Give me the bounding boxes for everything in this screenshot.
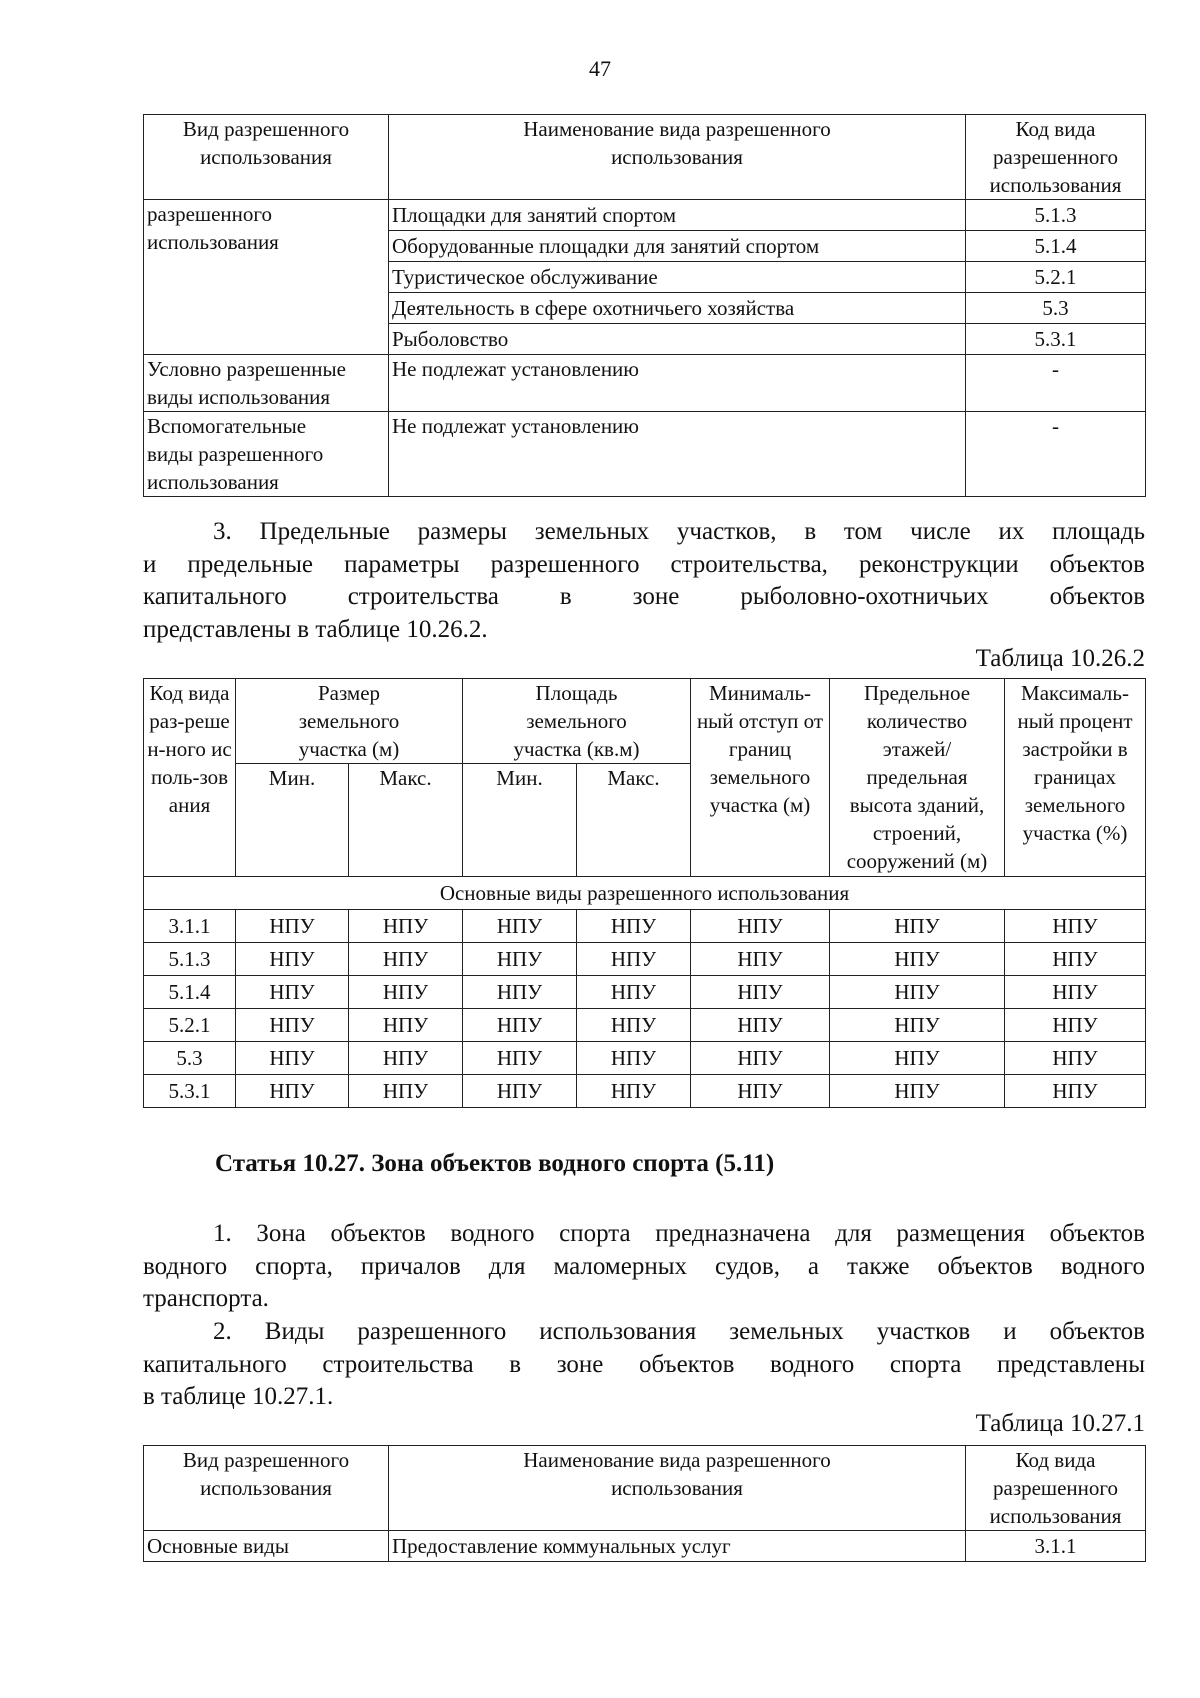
section-label: Основные виды разрешенного использования — [144, 877, 1146, 910]
paragraph-1 — [143, 1218, 1145, 1316]
table-header-row — [144, 1446, 1146, 1531]
header-min-offset: Минималь-ный отступ от границ земельного участка (м) — [691, 679, 830, 877]
conditional-code: - — [966, 355, 1146, 412]
value-area-max: НПУ — [577, 1075, 691, 1108]
value-floors-height: НПУ — [830, 1042, 1005, 1075]
paragraph-line: 1. Зона объектов водного спорта предназначена для размещения объектов — [213, 1220, 1145, 1247]
use-kind: Основные виды — [144, 1531, 389, 1562]
value-area-min: НПУ — [463, 976, 577, 1009]
value-min-offset: НПУ — [691, 943, 830, 976]
use-name: Площадки для занятий спортом — [389, 200, 966, 231]
paragraph-2 — [143, 1316, 1145, 1414]
header-area-max: Макс. — [577, 764, 691, 877]
use-code: 5.1.3 — [966, 200, 1146, 231]
value-size-max: НПУ — [349, 1075, 463, 1108]
value-max-coverage: НПУ — [1005, 943, 1146, 976]
header-code: Код вида разрешенного использования — [966, 115, 1146, 200]
table-row — [144, 1075, 1146, 1108]
value-min-offset: НПУ — [691, 1009, 830, 1042]
table-caption: Таблица 10.26.2 — [975, 645, 1145, 672]
use-name: Деятельность в сфере охотничьего хозяйства — [389, 293, 966, 324]
table-row — [144, 1042, 1146, 1075]
value-size-min: НПУ — [236, 1075, 349, 1108]
table-row — [144, 910, 1146, 943]
value-floors-height: НПУ — [830, 943, 1005, 976]
row-code: 5.2.1 — [144, 1009, 236, 1042]
row-code: 3.1.1 — [144, 910, 236, 943]
use-name: Оборудованные площадки для занятий спортом — [389, 231, 966, 262]
auxiliary-name: Не подлежат установлению — [389, 412, 966, 497]
conditional-name: Не подлежат установлению — [389, 355, 966, 412]
value-min-offset: НПУ — [691, 976, 830, 1009]
value-floors-height: НПУ — [830, 910, 1005, 943]
table-header-row — [144, 115, 1146, 200]
use-code: 3.1.1 — [966, 1531, 1146, 1562]
use-name: Рыболовство — [389, 324, 966, 355]
table-row — [144, 1531, 1146, 1562]
page-number: 47 — [589, 56, 611, 81]
section-row — [144, 877, 1146, 910]
use-code: 5.3.1 — [966, 324, 1146, 355]
header-size-max: Макс. — [349, 764, 463, 877]
value-size-min: НПУ — [236, 1042, 349, 1075]
value-area-max: НПУ — [577, 1042, 691, 1075]
table-row — [144, 200, 1146, 231]
value-area-min: НПУ — [463, 1042, 577, 1075]
header-kind: Вид разрешенного использования — [144, 115, 389, 200]
value-max-coverage: НПУ — [1005, 1075, 1146, 1108]
paragraph-line: в таблице 10.27.1. — [143, 1383, 334, 1410]
paragraph-line: 3. Предельные размеры земельных участков, в том числе их площадь — [213, 518, 1145, 545]
value-max-coverage: НПУ — [1005, 910, 1146, 943]
table-row — [144, 943, 1146, 976]
table-row — [144, 1009, 1146, 1042]
header-kind: Вид разрешенного использования — [144, 1446, 389, 1531]
header-plot-area: Площадь земельного участка (кв.м) — [463, 679, 691, 764]
value-area-min: НПУ — [463, 943, 577, 976]
value-size-min: НПУ — [236, 943, 349, 976]
row-code: 5.1.4 — [144, 976, 236, 1009]
article-heading: Статья 10.27. Зона объектов водного спорта (5.11) — [215, 1150, 775, 1177]
value-size-min: НПУ — [236, 1009, 349, 1042]
value-min-offset: НПУ — [691, 1042, 830, 1075]
paragraph-line: капитального строительства в зоне объектов водного спорта представлены — [143, 1350, 1145, 1378]
conditional-kind: Условно разрешенные виды использования — [144, 355, 389, 412]
value-size-max: НПУ — [349, 1009, 463, 1042]
auxiliary-code: - — [966, 412, 1146, 497]
parameters-table-body — [144, 910, 1146, 1108]
header-code: Код вида раз-решен-ного исполь-зования — [144, 679, 236, 877]
value-size-min: НПУ — [236, 976, 349, 1009]
row-code: 5.1.3 — [144, 943, 236, 976]
table-row — [144, 412, 1146, 497]
value-floors-height: НПУ — [830, 1075, 1005, 1108]
value-area-min: НПУ — [463, 1075, 577, 1108]
header-size-min: Мин. — [236, 764, 349, 877]
value-size-max: НПУ — [349, 976, 463, 1009]
value-min-offset: НПУ — [691, 910, 830, 943]
header-max-coverage: Максималь-ный процент застройки в границах земельного участка (%) — [1005, 679, 1146, 877]
use-name: Туристическое обслуживание — [389, 262, 966, 293]
row-code: 5.3 — [144, 1042, 236, 1075]
value-min-offset: НПУ — [691, 1075, 830, 1108]
value-size-max: НПУ — [349, 943, 463, 976]
value-area-max: НПУ — [577, 943, 691, 976]
header-name: Наименование вида разрешенного использования — [389, 115, 966, 200]
value-max-coverage: НПУ — [1005, 976, 1146, 1009]
value-floors-height: НПУ — [830, 1009, 1005, 1042]
use-code: 5.3 — [966, 293, 1146, 324]
water-sport-uses-table — [143, 1445, 1146, 1562]
value-size-max: НПУ — [349, 910, 463, 943]
parameters-table — [143, 678, 1146, 1108]
permitted-use-table-continued — [143, 114, 1146, 497]
header-code: Код вида разрешенного использования — [966, 1446, 1146, 1531]
use-code: 5.1.4 — [966, 231, 1146, 262]
value-area-max: НПУ — [577, 1009, 691, 1042]
use-code: 5.2.1 — [966, 262, 1146, 293]
paragraph-line: 2. Виды разрешенного использования земельных участков и объектов — [213, 1318, 1145, 1345]
value-area-min: НПУ — [463, 1009, 577, 1042]
header-floors-height: Предельное количество этажей/ предельная высота зданий, строений, сооружений (м) — [830, 679, 1005, 877]
value-max-coverage: НПУ — [1005, 1042, 1146, 1075]
value-size-min: НПУ — [236, 910, 349, 943]
table-row — [144, 976, 1146, 1009]
group-main-label: разрешенного использования — [144, 200, 389, 355]
value-area-max: НПУ — [577, 910, 691, 943]
value-area-max: НПУ — [577, 976, 691, 1009]
paragraph-3 — [143, 516, 1145, 646]
paragraph-line: транспорта. — [143, 1285, 269, 1312]
header-plot-size: Размер земельного участка (м) — [236, 679, 463, 764]
paragraph-line: водного спорта, причалов для маломерных судов, а также объектов водного — [143, 1252, 1145, 1280]
paragraph-line: представлены в таблице 10.26.2. — [143, 615, 488, 643]
value-area-min: НПУ — [463, 910, 577, 943]
table-header-row — [144, 679, 1146, 764]
header-area-min: Мин. — [463, 764, 577, 877]
value-floors-height: НПУ — [830, 976, 1005, 1009]
value-size-max: НПУ — [349, 1042, 463, 1075]
paragraph-line: и предельные параметры разрешенного строительства, реконструкции объектов — [143, 550, 1145, 578]
paragraph-line: капитального строительства в зоне рыболовно-охотничьих объектов — [143, 583, 1145, 610]
header-name: Наименование вида разрешенного использования — [389, 1446, 966, 1531]
table-row — [144, 355, 1146, 412]
auxiliary-kind: Вспомогательные виды разрешенного использования — [144, 412, 389, 497]
use-name: Предоставление коммунальных услуг — [389, 1531, 966, 1562]
value-max-coverage: НПУ — [1005, 1009, 1146, 1042]
table-caption: Таблица 10.27.1 — [975, 1410, 1145, 1437]
row-code: 5.3.1 — [144, 1075, 236, 1108]
